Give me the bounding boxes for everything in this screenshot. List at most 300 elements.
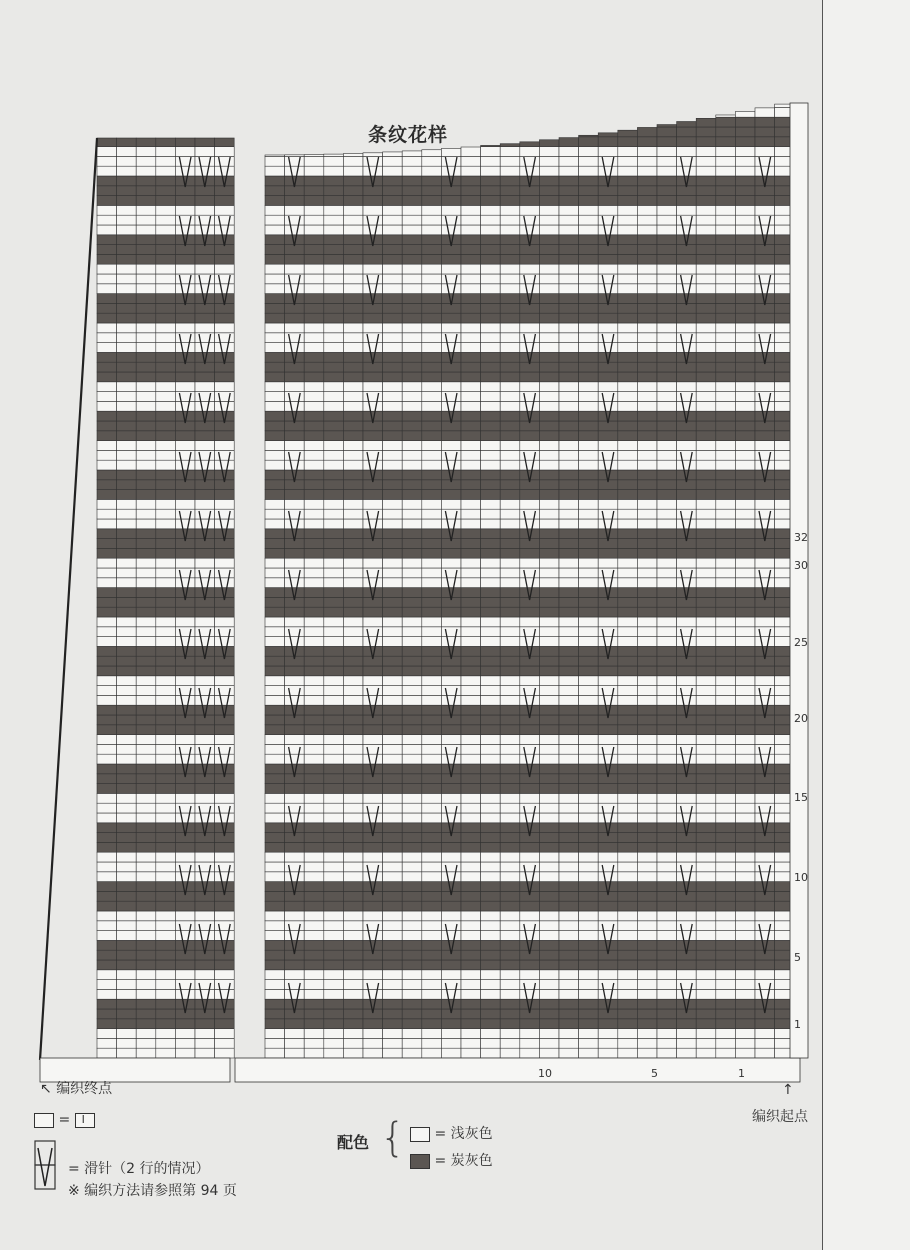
chart-cell bbox=[136, 441, 156, 451]
chart-cell bbox=[136, 274, 156, 284]
chart-cell bbox=[677, 744, 697, 754]
chart-cell bbox=[755, 392, 775, 402]
chart-cell bbox=[136, 793, 156, 803]
chart-cell bbox=[343, 303, 363, 313]
chart-cell bbox=[598, 333, 618, 343]
chart-cell bbox=[422, 940, 442, 950]
chart-cell bbox=[215, 960, 235, 970]
chart-cell bbox=[657, 666, 677, 676]
chart-cell bbox=[735, 509, 755, 519]
chart-cell bbox=[175, 156, 195, 166]
chart-cell bbox=[481, 1048, 501, 1058]
chart-cell bbox=[215, 186, 235, 196]
chart-cell bbox=[195, 186, 215, 196]
chart-cell bbox=[265, 656, 285, 666]
chart-cell bbox=[402, 578, 422, 588]
chart-cell bbox=[304, 411, 324, 421]
chart-cell bbox=[363, 999, 383, 1009]
chart-cell bbox=[618, 245, 638, 255]
chart-cell bbox=[755, 166, 775, 176]
chart-cell bbox=[97, 891, 117, 901]
chart-cell bbox=[343, 607, 363, 617]
chart-cell bbox=[175, 862, 195, 872]
chart-cell bbox=[402, 196, 422, 206]
chart-cell bbox=[657, 627, 677, 637]
chart-cell bbox=[618, 744, 638, 754]
chart-cell bbox=[383, 372, 403, 382]
chart-cell bbox=[716, 911, 736, 921]
chart-cell bbox=[117, 499, 137, 509]
chart-cell bbox=[136, 842, 156, 852]
chart-cell bbox=[559, 1019, 579, 1029]
chart-cell bbox=[657, 431, 677, 441]
chart-cell bbox=[117, 568, 137, 578]
chart-cell bbox=[481, 264, 501, 274]
chart-cell bbox=[579, 578, 599, 588]
chart-cell bbox=[677, 499, 697, 509]
chart-cell bbox=[97, 695, 117, 705]
chart-cell bbox=[500, 343, 520, 353]
chart-cell bbox=[481, 294, 501, 304]
chart-cell bbox=[618, 166, 638, 176]
chart-cell bbox=[383, 215, 403, 225]
chart-cell bbox=[402, 441, 422, 451]
chart-cell bbox=[716, 686, 736, 696]
chart-cell bbox=[755, 921, 775, 931]
chart-cell bbox=[696, 343, 716, 353]
chart-cell bbox=[735, 1019, 755, 1029]
chart-cell bbox=[324, 154, 344, 156]
chart-cell bbox=[637, 989, 657, 999]
chart-cell bbox=[136, 588, 156, 598]
chart-cell bbox=[175, 499, 195, 509]
chart-cell bbox=[500, 519, 520, 529]
chart-cell bbox=[481, 637, 501, 647]
chart-cell bbox=[481, 784, 501, 794]
chart-cell bbox=[716, 450, 736, 460]
chart-cell bbox=[402, 539, 422, 549]
chart-cell bbox=[657, 509, 677, 519]
chart-cell bbox=[461, 774, 481, 784]
chart-cell bbox=[539, 1048, 559, 1058]
chart-cell bbox=[637, 803, 657, 813]
chart-cell bbox=[618, 323, 638, 333]
chart-cell bbox=[657, 833, 677, 843]
chart-cell bbox=[343, 166, 363, 176]
chart-cell bbox=[383, 1038, 403, 1048]
chart-cell bbox=[97, 1048, 117, 1058]
chart-cell bbox=[657, 725, 677, 735]
chart-cell bbox=[195, 617, 215, 627]
chart-cell bbox=[539, 274, 559, 284]
chart-cell bbox=[696, 754, 716, 764]
chart-cell bbox=[422, 666, 442, 676]
chart-cell bbox=[735, 754, 755, 764]
chart-cell bbox=[618, 254, 638, 264]
chart-cell bbox=[136, 950, 156, 960]
chart-cell bbox=[156, 539, 176, 549]
chart-cell bbox=[324, 470, 344, 480]
chart-cell bbox=[117, 921, 137, 931]
chart-cell bbox=[117, 431, 137, 441]
chart-cell bbox=[657, 656, 677, 666]
chart-cell bbox=[441, 254, 461, 264]
chart-cell bbox=[461, 450, 481, 460]
chart-cell bbox=[598, 999, 618, 1009]
chart-cell bbox=[696, 627, 716, 637]
chart-cell bbox=[559, 166, 579, 176]
chart-cell bbox=[402, 529, 422, 539]
chart-cell bbox=[363, 401, 383, 411]
chart-cell bbox=[559, 695, 579, 705]
chart-cell bbox=[343, 803, 363, 813]
chart-cell bbox=[696, 666, 716, 676]
chart-cell bbox=[136, 362, 156, 372]
chart-cell bbox=[696, 940, 716, 950]
chart-cell bbox=[441, 931, 461, 941]
chart-cell bbox=[637, 480, 657, 490]
light-gray-swatch bbox=[410, 1127, 430, 1142]
chart-cell bbox=[657, 960, 677, 970]
chart-cell bbox=[500, 225, 520, 235]
chart-cell bbox=[559, 352, 579, 362]
chart-cell bbox=[696, 450, 716, 460]
chart-cell bbox=[598, 499, 618, 509]
chart-cell bbox=[324, 588, 344, 598]
chart-cell bbox=[441, 382, 461, 392]
chart-cell bbox=[618, 352, 638, 362]
chart-cell bbox=[461, 617, 481, 627]
chart-cell bbox=[500, 411, 520, 421]
chart-cell bbox=[559, 666, 579, 676]
chart-cell bbox=[579, 999, 599, 1009]
chart-cell bbox=[343, 362, 363, 372]
chart-cell bbox=[500, 705, 520, 715]
chart-cell bbox=[324, 911, 344, 921]
chart-cell bbox=[136, 578, 156, 588]
chart-cell bbox=[677, 558, 697, 568]
chart-cell bbox=[539, 372, 559, 382]
chart-cell bbox=[559, 254, 579, 264]
chart-cell bbox=[383, 205, 403, 215]
chart-cell bbox=[195, 568, 215, 578]
chart-cell bbox=[304, 793, 324, 803]
chart-cell bbox=[735, 744, 755, 754]
chart-cell bbox=[539, 607, 559, 617]
chart-cell bbox=[677, 274, 697, 284]
chart-cell bbox=[383, 519, 403, 529]
chart-cell bbox=[755, 980, 775, 990]
chart-cell bbox=[175, 138, 195, 147]
chart-cell bbox=[598, 529, 618, 539]
chart-cell bbox=[136, 715, 156, 725]
chart-cell bbox=[598, 558, 618, 568]
chart-cell bbox=[657, 264, 677, 274]
chart-cell bbox=[136, 921, 156, 931]
chart-cell bbox=[579, 568, 599, 578]
chart-cell bbox=[637, 980, 657, 990]
chart-cell bbox=[441, 705, 461, 715]
chart-cell bbox=[441, 499, 461, 509]
chart-cell bbox=[383, 225, 403, 235]
chart-cell bbox=[156, 529, 176, 539]
chart-cell bbox=[657, 499, 677, 509]
chart-cell bbox=[422, 578, 442, 588]
chart-cell bbox=[520, 803, 540, 813]
chart-cell bbox=[117, 323, 137, 333]
chart-cell bbox=[422, 1019, 442, 1029]
chart-cell bbox=[520, 156, 540, 166]
chart-cell bbox=[598, 137, 618, 147]
chart-cell bbox=[618, 1009, 638, 1019]
chart-cell bbox=[383, 245, 403, 255]
chart-cell bbox=[156, 186, 176, 196]
chart-cell bbox=[735, 803, 755, 813]
chart-cell bbox=[422, 205, 442, 215]
chart-cell bbox=[304, 588, 324, 598]
chart-cell bbox=[195, 323, 215, 333]
chart-cell bbox=[500, 558, 520, 568]
chart-cell bbox=[136, 548, 156, 558]
chart-cell bbox=[618, 823, 638, 833]
chart-cell bbox=[136, 401, 156, 411]
chart-cell bbox=[363, 803, 383, 813]
row-number-column bbox=[790, 103, 808, 1058]
chart-cell bbox=[343, 617, 363, 627]
chart-cell bbox=[136, 646, 156, 656]
chart-cell bbox=[618, 235, 638, 245]
chart-cell bbox=[97, 627, 117, 637]
chart-cell bbox=[657, 303, 677, 313]
row-number-label: 1 bbox=[794, 1018, 801, 1031]
chart-cell bbox=[637, 754, 657, 764]
chart-cell bbox=[755, 911, 775, 921]
chart-cell bbox=[324, 803, 344, 813]
chart-cell bbox=[755, 744, 775, 754]
chart-cell bbox=[735, 558, 755, 568]
chart-cell bbox=[716, 303, 736, 313]
chart-cell bbox=[441, 921, 461, 931]
chart-cell bbox=[539, 852, 559, 862]
chart-cell bbox=[402, 676, 422, 686]
chart-cell bbox=[304, 764, 324, 774]
chart-cell bbox=[136, 666, 156, 676]
chart-cell bbox=[383, 960, 403, 970]
chart-cell bbox=[285, 666, 305, 676]
chart-cell bbox=[520, 558, 540, 568]
chart-cell bbox=[520, 225, 540, 235]
chart-cell bbox=[136, 872, 156, 882]
chart-cell bbox=[500, 695, 520, 705]
chart-cell bbox=[343, 597, 363, 607]
chart-cell bbox=[500, 166, 520, 176]
chart-cell bbox=[716, 470, 736, 480]
chart-cell bbox=[441, 392, 461, 402]
chart-cell bbox=[156, 597, 176, 607]
chart-cell bbox=[195, 999, 215, 1009]
chart-cell bbox=[215, 842, 235, 852]
chart-cell bbox=[716, 382, 736, 392]
chart-cell bbox=[422, 852, 442, 862]
chart-cell bbox=[677, 392, 697, 402]
chart-cell bbox=[422, 980, 442, 990]
chart-cell bbox=[461, 519, 481, 529]
chart-cell bbox=[637, 842, 657, 852]
chart-cell bbox=[383, 1029, 403, 1039]
chart-cell bbox=[716, 274, 736, 284]
chart-cell bbox=[156, 607, 176, 617]
knit-symbol: I bbox=[81, 1112, 85, 1126]
chart-cell bbox=[324, 166, 344, 176]
chart-cell bbox=[461, 215, 481, 225]
chart-cell bbox=[136, 813, 156, 823]
chart-cell bbox=[304, 294, 324, 304]
chart-cell bbox=[579, 774, 599, 784]
chart-cell bbox=[539, 499, 559, 509]
chart-cell bbox=[637, 833, 657, 843]
chart-cell bbox=[304, 911, 324, 921]
chart-cell bbox=[195, 725, 215, 735]
chart-cell bbox=[716, 813, 736, 823]
chart-cell bbox=[402, 411, 422, 421]
chart-cell bbox=[657, 1038, 677, 1048]
chart-cell bbox=[481, 970, 501, 980]
chart-cell bbox=[363, 470, 383, 480]
chart-cell bbox=[215, 666, 235, 676]
chart-cell bbox=[265, 323, 285, 333]
chart-cell bbox=[97, 421, 117, 431]
legend-light-gray bbox=[410, 1123, 493, 1143]
chart-cell bbox=[422, 793, 442, 803]
chart-cell bbox=[500, 960, 520, 970]
chart-cell bbox=[657, 744, 677, 754]
chart-cell bbox=[677, 764, 697, 774]
chart-cell bbox=[97, 138, 117, 147]
chart-cell bbox=[637, 999, 657, 1009]
chart-cell bbox=[539, 911, 559, 921]
chart-cell bbox=[481, 744, 501, 754]
chart-cell bbox=[156, 401, 176, 411]
chart-cell bbox=[383, 980, 403, 990]
chart-cell bbox=[304, 155, 324, 157]
chart-cell bbox=[422, 196, 442, 206]
chart-cell bbox=[677, 519, 697, 529]
chart-cell bbox=[195, 509, 215, 519]
chart-cell bbox=[304, 509, 324, 519]
chart-cell bbox=[500, 970, 520, 980]
chart-cell bbox=[117, 421, 137, 431]
chart-cell bbox=[304, 176, 324, 186]
chart-cell bbox=[461, 764, 481, 774]
chart-cell bbox=[637, 529, 657, 539]
chart-cell bbox=[422, 813, 442, 823]
chart-cell bbox=[716, 460, 736, 470]
chart-cell bbox=[343, 705, 363, 715]
chart-cell bbox=[481, 1029, 501, 1039]
chart-cell bbox=[402, 519, 422, 529]
chart-cell bbox=[304, 352, 324, 362]
chart-cell bbox=[637, 411, 657, 421]
chart-cell bbox=[422, 695, 442, 705]
chart-cell bbox=[579, 793, 599, 803]
chart-cell bbox=[324, 421, 344, 431]
chart-cell bbox=[559, 852, 579, 862]
chart-cell bbox=[156, 999, 176, 1009]
chart-cell bbox=[677, 637, 697, 647]
chart-cell bbox=[539, 578, 559, 588]
chart-cell bbox=[156, 646, 176, 656]
chart-cell bbox=[637, 147, 657, 157]
chart-cell bbox=[441, 813, 461, 823]
chart-cell bbox=[97, 382, 117, 392]
chart-cell bbox=[175, 882, 195, 892]
chart-cell bbox=[539, 225, 559, 235]
chart-cell bbox=[402, 235, 422, 245]
chart-cell bbox=[156, 852, 176, 862]
chart-cell bbox=[735, 970, 755, 980]
chart-cell bbox=[215, 578, 235, 588]
chart-cell bbox=[696, 597, 716, 607]
chart-cell bbox=[579, 519, 599, 529]
chart-cell bbox=[500, 931, 520, 941]
chart-cell bbox=[618, 597, 638, 607]
chart-cell bbox=[559, 646, 579, 656]
chart-cell bbox=[136, 450, 156, 460]
chart-cell bbox=[117, 578, 137, 588]
chart-cell bbox=[735, 842, 755, 852]
chart-cell bbox=[285, 441, 305, 451]
chart-cell bbox=[324, 254, 344, 264]
chart-cell bbox=[696, 215, 716, 225]
chart-cell bbox=[677, 333, 697, 343]
chart-cell bbox=[304, 284, 324, 294]
chart-cell bbox=[677, 695, 697, 705]
chart-cell bbox=[304, 254, 324, 264]
chart-cell bbox=[304, 646, 324, 656]
chart-cell bbox=[735, 225, 755, 235]
chart-cell bbox=[265, 735, 285, 745]
chart-cell bbox=[755, 127, 775, 137]
chart-cell bbox=[117, 1038, 137, 1048]
chart-cell bbox=[461, 1048, 481, 1058]
chart-cell bbox=[363, 411, 383, 421]
chart-cell bbox=[402, 392, 422, 402]
chart-cell bbox=[97, 999, 117, 1009]
chart-cell bbox=[579, 421, 599, 431]
chart-cell bbox=[735, 999, 755, 1009]
chart-cell bbox=[195, 793, 215, 803]
chart-cell bbox=[500, 460, 520, 470]
chart-cell bbox=[441, 607, 461, 617]
chart-cell bbox=[175, 460, 195, 470]
chart-cell bbox=[156, 245, 176, 255]
chart-cell bbox=[618, 764, 638, 774]
chart-cell bbox=[117, 382, 137, 392]
chart-cell bbox=[677, 803, 697, 813]
chart-cell bbox=[461, 607, 481, 617]
chart-cell bbox=[520, 1048, 540, 1058]
chart-cell bbox=[117, 138, 137, 147]
chart-cell bbox=[559, 597, 579, 607]
chart-cell bbox=[618, 980, 638, 990]
chart-cell bbox=[402, 499, 422, 509]
chart-cell bbox=[117, 548, 137, 558]
chart-cell bbox=[136, 294, 156, 304]
chart-cell bbox=[304, 245, 324, 255]
chart-cell bbox=[383, 460, 403, 470]
chart-cell bbox=[324, 1048, 344, 1058]
chart-cell bbox=[657, 294, 677, 304]
